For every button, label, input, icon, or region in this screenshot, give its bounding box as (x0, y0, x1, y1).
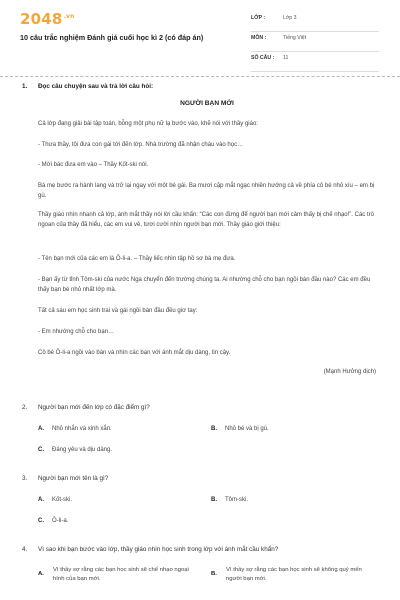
story-paragraph: - Tên bạn mới của các em là Ô-li-a. – Thầy liếc nhìn tập hồ sơ bà mẹ đưa. (38, 256, 236, 262)
story-author: (Mạnh Hưởng dịch) (323, 369, 376, 375)
option-text: Đáng yêu và dịu dàng. (52, 447, 113, 453)
option-letter: A. (38, 497, 44, 503)
answer-option-b[interactable] (211, 424, 269, 434)
option-letter: C. (38, 447, 44, 453)
option-text: Kốt-ski. (52, 497, 73, 503)
answer-option-c[interactable] (38, 445, 112, 455)
option-text: Nhỏ bé và bị gù. (225, 426, 269, 432)
story-paragraph: Thầy giáo nhìn nhanh cả lớp, ánh mắt thầy nói lời cầu khẩn: “Các con đừng để người bạn mới cảm thấy bị chế nhạo!”. Các trò ngoan của thầy đã hiểu, các em vui vẻ, tươi cười nhìn người bạn mới. Thầy giáo giới thiệu: (38, 212, 374, 228)
story-paragraph: Bà mẹ bước ra hành lang và trở lại ngay với một bé gái. Ba mươi cặp mắt ngạc nhiên hướng cả về phía cô bé nhỏ xíu – em bị gù. (38, 183, 375, 199)
option-text: Vì thầy sợ rằng các bạn học sinh sẽ chế nhạo ngoại hình của bạn mới. (53, 567, 189, 582)
story-paragraph: - Thưa thầy, tôi đưa con gái tới đến lớp. Nhà trường đã nhận cháu vào học… (38, 142, 244, 148)
story-paragraph: Cô bé Ô-li-a ngồi vào bàn và nhìn các bạn với ánh mắt dịu dàng, tin cậy. (38, 350, 231, 356)
option-text: Tôm-ski. (225, 497, 248, 503)
answer-option-a[interactable] (38, 495, 72, 505)
meta-value: Lớp 3 (283, 15, 297, 21)
option-letter: B. (211, 426, 217, 432)
question-number: 2. (22, 404, 28, 411)
meta-key: MÔN : (251, 35, 267, 41)
option-letter: A. (38, 571, 44, 577)
question-prompt: Người bạn mới đến lớp có đặc điểm gì? (38, 404, 150, 411)
logo-suffix: .vn (63, 13, 75, 20)
meta-row-count (251, 52, 379, 72)
question-number: 4. (22, 546, 28, 553)
meta-row-subject (251, 32, 379, 52)
question-number: 3. (22, 475, 28, 482)
story-paragraph: - Bạn ấy từ tỉnh Tôm-ski của nước Nga chuyển đến trường chúng ta. Ai nhường chỗ cho bạn ngồi bàn đầu nào? Các em đều thấy bạn bé nhỏ nhất lớp mà. (38, 277, 371, 293)
question-prompt: Vì sao khi bạn bước vào lớp, thầy giáo nhìn học sinh trong lớp với ánh mắt cầu khẩn? (38, 546, 279, 553)
answer-option-a[interactable] (38, 566, 193, 584)
option-text: Nhỏ nhắn và xinh xắn. (52, 426, 112, 432)
story-paragraph: - Em nhường chỗ cho bạn… (38, 329, 114, 335)
story-paragraph: Tất cả sáu em học sinh trai và gái ngồi bàn đầu đều giơ tay: (38, 308, 198, 314)
answer-option-b[interactable] (211, 566, 366, 584)
meta-key: LỚP : (251, 15, 266, 21)
answer-option-c[interactable] (38, 516, 68, 526)
story-paragraph: - Mời bác đưa em vào – Thầy Kốt-ski nói. (38, 162, 149, 168)
meta-value: 11 (283, 55, 289, 61)
meta-row-grade (251, 12, 379, 32)
story-title: NGƯỜI BẠN MỚI (180, 100, 234, 107)
option-letter: B. (211, 497, 217, 503)
document-title: 10 câu trắc nghiệm Đánh giá cuối học kì 2 (có đáp án) (20, 33, 204, 42)
meta-table (251, 12, 379, 72)
header-divider (0, 76, 400, 77)
question-prompt: Đọc câu chuyện sau và trả lời câu hỏi: (38, 83, 154, 90)
answer-option-a[interactable] (38, 424, 112, 434)
logo-main: 2048 (20, 10, 63, 28)
meta-key: SỐ CÂU : (251, 55, 275, 61)
question-prompt: Người bạn mới tên là gì? (38, 475, 109, 482)
answer-option-b[interactable] (211, 495, 248, 505)
option-text: Ô-li-a. (52, 518, 69, 524)
question-number: 1. (22, 83, 28, 90)
document-header (0, 0, 400, 76)
site-logo[interactable] (20, 10, 75, 28)
option-letter: A. (38, 426, 44, 432)
option-letter: B. (211, 571, 217, 577)
option-letter: C. (38, 518, 44, 524)
story-paragraph: Cả lớp đang giải bài tập toán, bỗng một phụ nữ lạ bước vào, khẽ nói với thầy giáo: (38, 121, 258, 127)
option-text: Vì thầy sợ rằng các bạn học sinh sẽ không quý mến người bạn mới. (226, 567, 362, 582)
meta-value: Tiếng Việt (283, 35, 307, 41)
